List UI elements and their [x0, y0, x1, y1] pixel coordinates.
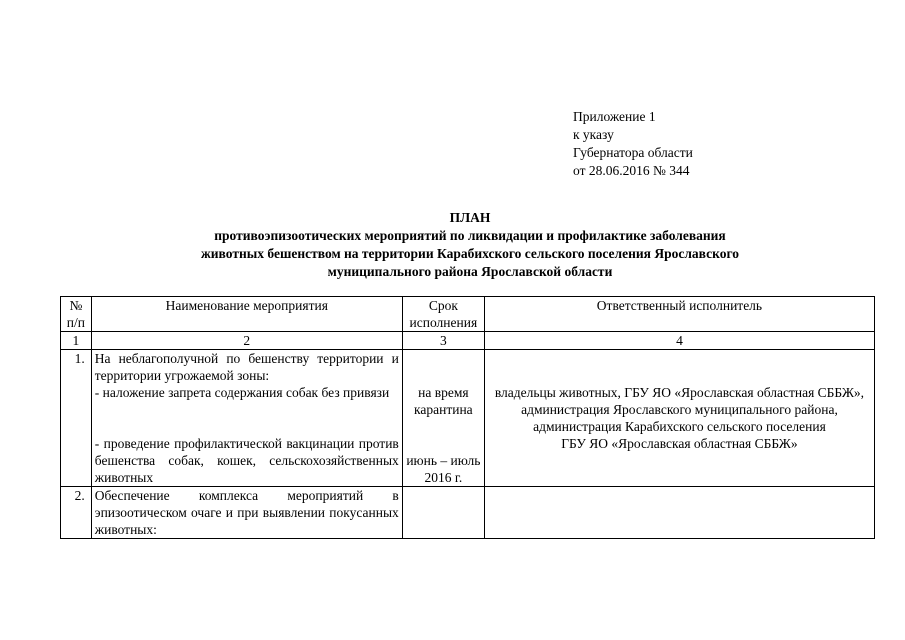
table-row — [61, 350, 875, 487]
title-line-3: животных бешенством на территории Карабихского сельского поселения Ярославского — [200, 246, 740, 261]
term-cell — [402, 487, 484, 539]
measure-cell — [91, 350, 402, 487]
executor-value: владельцы животных, ГБУ ЯО «Ярославская областная СББЖ», администрация Ярославского муниципального района, администрация Карабихского сельского поселения — [494, 385, 865, 434]
header-number: № п/п — [61, 297, 92, 332]
numbering-cell: 2 — [91, 332, 402, 350]
table-row — [61, 487, 875, 539]
header-measure: Наименование мероприятия — [91, 297, 402, 332]
executor-value: ГБУ ЯО «Ярославская областная СББЖ» — [561, 436, 798, 451]
row-number: 1. — [61, 350, 92, 487]
measure-cell: Обеспечение комплекса мероприятий в эпизоотическом очаге и при выявлении покусанных животных: — [91, 487, 402, 539]
plan-table — [60, 296, 875, 539]
table-numbering-row — [61, 332, 875, 350]
executor-cell — [484, 350, 874, 487]
annex-line-3: Губернатора области — [573, 145, 693, 160]
numbering-cell: 4 — [484, 332, 874, 350]
numbering-cell: 3 — [402, 332, 484, 350]
title-line-4: муниципального района Ярославской области — [327, 264, 613, 279]
annex-line-4: от 28.06.2016 № 344 — [573, 163, 690, 178]
executor-cell — [484, 487, 874, 539]
annex-header — [573, 108, 693, 180]
row-number: 2. — [61, 487, 92, 539]
term-value: на время карантина — [414, 385, 473, 417]
measure-item: - наложение запрета содержания собак без привязи — [94, 385, 390, 400]
table-header-row — [61, 297, 875, 332]
measure-intro: На неблагополучной по бешенству территории и территории угрожаемой зоны: — [94, 351, 399, 383]
header-executor: Ответственный исполнитель — [484, 297, 874, 332]
measure-item: - проведение профилактической вакцинации против бешенства собак, кошек, сельскохозяйственных животных — [94, 436, 399, 485]
header-term: Срок исполнения — [402, 297, 484, 332]
term-value: июнь – июль 2016 г. — [406, 453, 481, 485]
title-line-1: ПЛАН — [449, 210, 491, 225]
title-line-2: противоэпизоотических мероприятий по ликвидации и профилактике заболевания — [214, 228, 726, 243]
term-cell — [402, 350, 484, 487]
numbering-cell: 1 — [61, 332, 92, 350]
annex-line-2: к указу — [573, 127, 614, 142]
annex-line-1: Приложение 1 — [573, 109, 656, 124]
document-title — [60, 209, 880, 281]
